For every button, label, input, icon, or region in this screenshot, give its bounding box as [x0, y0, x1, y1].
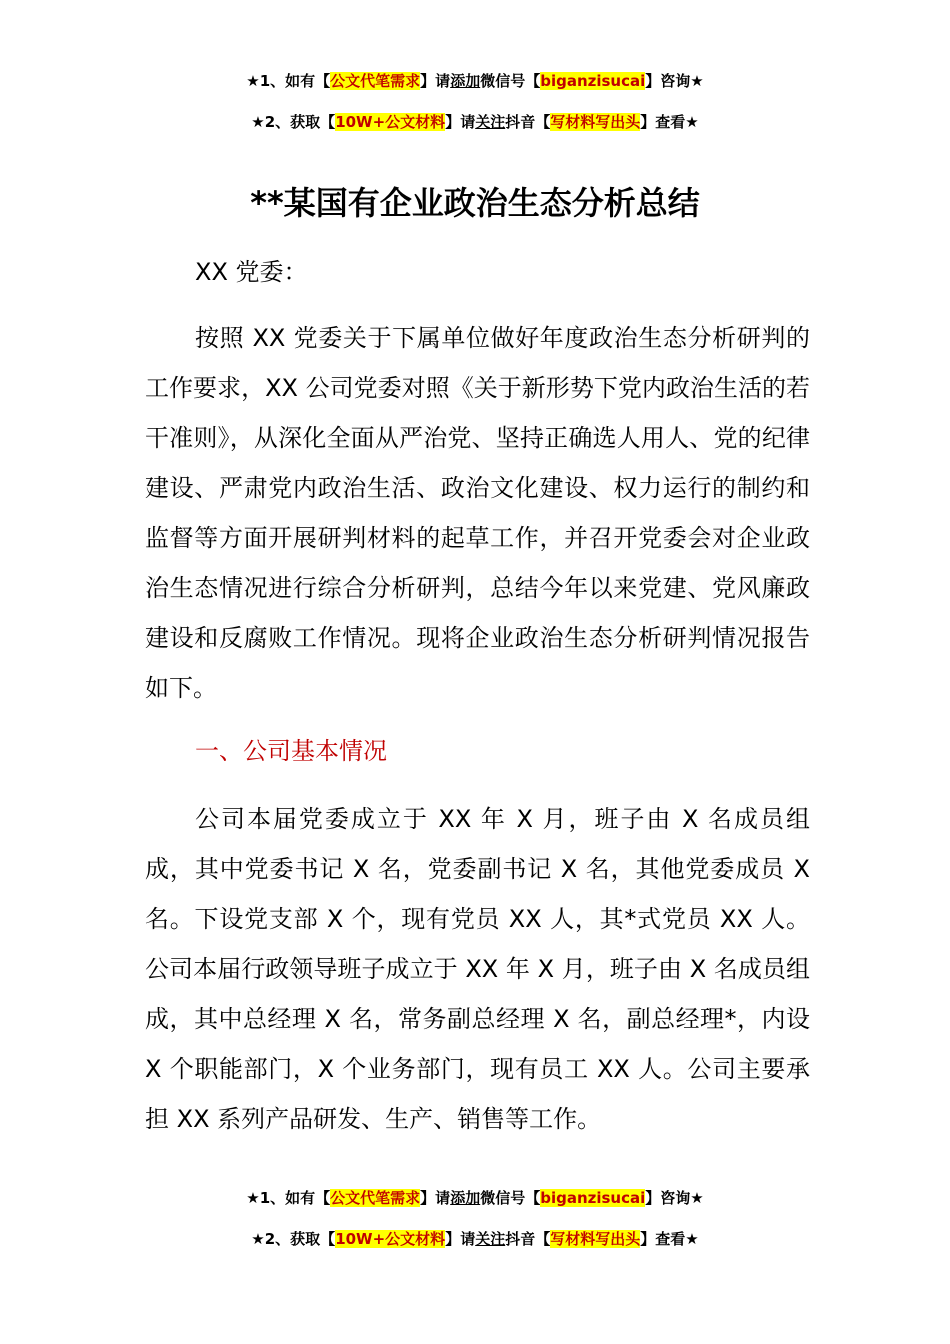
promo-line-1: ★1、如有【公文代笔需求】请添加微信号【biganzisucai】咨询★ — [246, 72, 704, 90]
promo-line-2: ★2、获取【10W+公文材料】请关注抖音【写材料写出头】查看★ — [251, 1230, 699, 1248]
promo-banner-top — [0, 66, 950, 137]
promo-highlight: 10W+公文材料 — [335, 113, 446, 131]
promo-banner-bottom — [0, 1183, 950, 1254]
promo-line-2: ★2、获取【10W+公文材料】请关注抖音【写材料写出头】查看★ — [251, 113, 699, 131]
promo-highlight: biganzisucai — [540, 72, 646, 90]
promo-underlined: 关注 — [475, 113, 506, 131]
paragraph-company-info: 公司本届党委成立于 XX 年 X 月，班子由 X 名成员组成，其中党委书记 X 名，党委副书记 X 名，其他党委成员 X 名。下设党支部 X 个，现有党员 XX 人，其*式党员 XX 人。公司本届行政领导班子成立于 XX 年 X 月，班子由 X 名成员组成，其中总经理 X 名，常务副总经理 X 名，副总经理*，内设 X 个职能部门，X 个业务部门，现有员工 XX 人。公司主要承担 XX 系列产品研发、生产、销售等工作。 — [145, 805, 810, 1133]
promo-underlined: 关注 — [475, 1230, 506, 1248]
promo-highlight: biganzisucai — [540, 1189, 646, 1207]
document-title: **某国有企业政治生态分析总结 — [250, 184, 700, 222]
paragraph-intro: 按照 XX 党委关于下属单位做好年度政治生态分析研判的工作要求，XX 公司党委对照《关于新形势下党内政治生活的若干准则》，从深化全面从严治党、坚持正确选人用人、党的纪律建设、严肃党内政治生活、政治文化建设、权力运行的制约和监督等方面开展研判材料的起草工作，并召开党委会对企业政治生态情况进行综合分析研判，总结今年以来党建、党风廉政建设和反腐败工作情况。现将企业政治生态分析研判情况报告如下。 — [145, 324, 810, 702]
salutation: XX 党委： — [195, 258, 308, 286]
promo-highlight: 公文代笔需求 — [330, 72, 421, 90]
promo-highlight: 写材料写出头 — [550, 113, 641, 131]
section-heading: 一、公司基本情况 — [195, 737, 387, 765]
promo-highlight: 10W+公文材料 — [335, 1230, 446, 1248]
promo-underlined: 添加 — [450, 72, 481, 90]
promo-highlight: 写材料写出头 — [550, 1230, 641, 1248]
promo-line-1: ★1、如有【公文代笔需求】请添加微信号【biganzisucai】咨询★ — [246, 1189, 704, 1207]
promo-highlight: 公文代笔需求 — [330, 1189, 421, 1207]
promo-underlined: 添加 — [450, 1189, 481, 1207]
